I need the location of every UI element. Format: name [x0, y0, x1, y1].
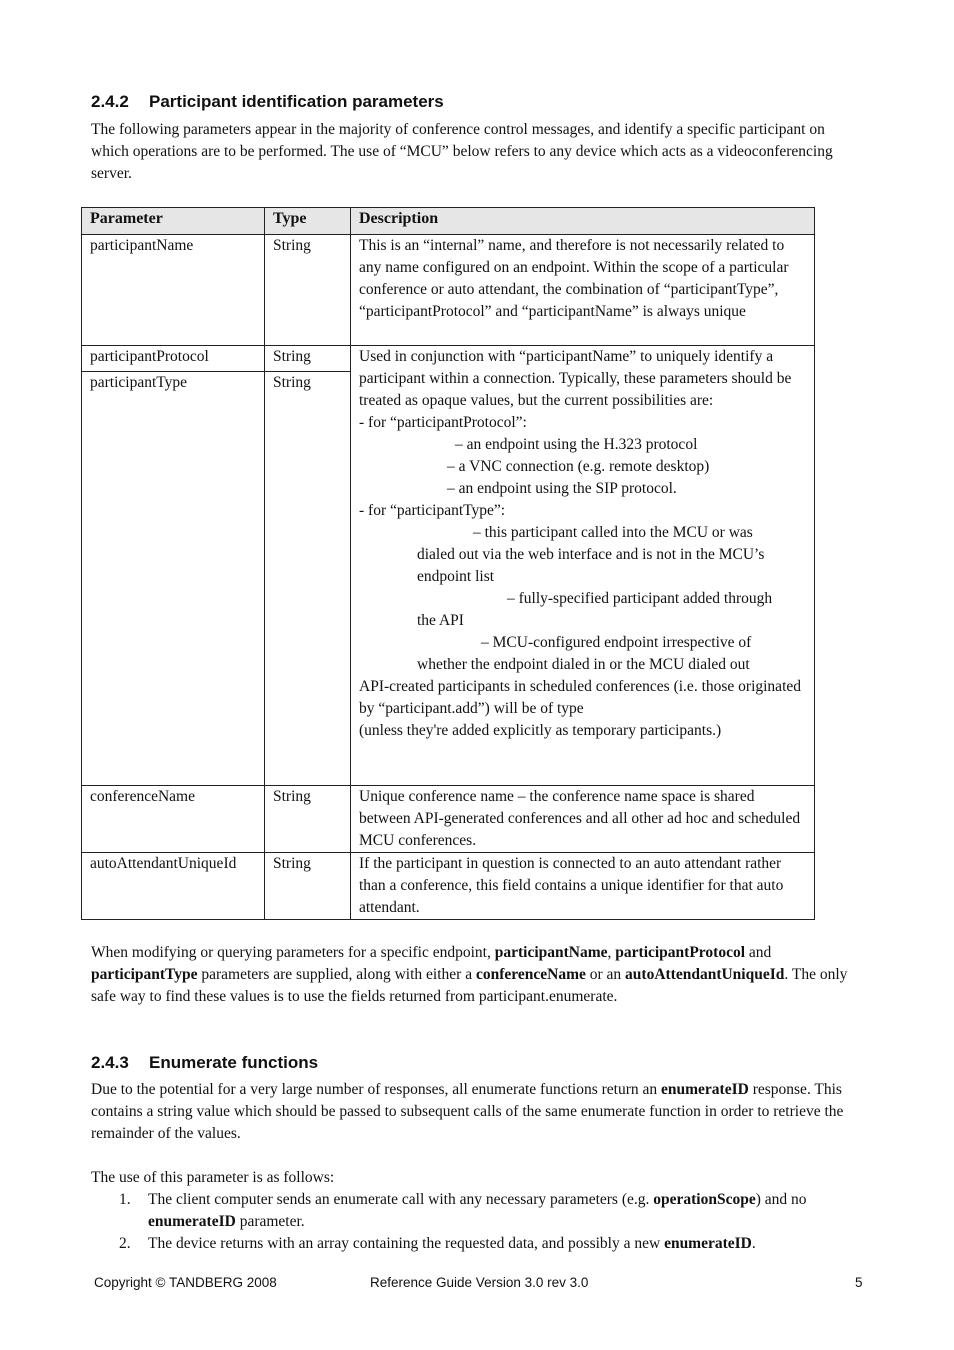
section-title: Enumerate functions — [149, 1053, 319, 1072]
type-prof-line1: – MCU-configured endpoint irrespective of — [481, 634, 752, 651]
text-run: or an — [585, 966, 626, 983]
text-run: and — [745, 944, 772, 961]
type-api-line2: the API — [417, 612, 464, 629]
intro-paragraph: The following parameters appear in the majority of conference control messages, and identify a specific participant on which operations are to be performed. The use of “MCU” below refers to any device which acts as a videoconferencing server. — [91, 121, 833, 182]
text-run: The client computer sends an enumerate call with any necessary parameters (e.g. — [148, 1191, 654, 1208]
protocol-label: - for “participantProtocol”: — [359, 414, 527, 431]
footer-copyright: Copyright © TANDBERG 2008 — [94, 1275, 277, 1290]
section-number: 2.4.2 — [91, 92, 129, 111]
list-item — [91, 1189, 861, 1233]
type-cell: String — [265, 372, 351, 786]
param-cell: autoAttendantUniqueId — [82, 853, 265, 920]
shared-desc-intro: Used in conjunction with “participantName” to uniquely identify a participant within a connection. Typically, these parameters should be treated as opaque values, but the current possibilities are: — [359, 348, 792, 409]
api-note-line2: (unless they're added explicitly as temporary participants.) — [359, 722, 722, 739]
type-api-line1: – fully-specified participant added through — [507, 590, 773, 607]
table-row — [82, 235, 815, 346]
param-cell: participantName — [82, 235, 265, 346]
list-number: 1. — [119, 1191, 131, 1208]
type-cell: String — [265, 786, 351, 853]
section-heading-2-4-2 — [91, 92, 444, 112]
conference-name-bold: conferenceName — [475, 966, 586, 983]
type-adhoc-line1: – this participant called into the MCU or was — [473, 524, 753, 541]
api-note-line1: API-created participants in scheduled conferences (i.e. those originated by “participant.add”) will be of type — [359, 678, 801, 717]
text-run: Due to the potential for a very large number of responses, all enumerate functions return an — [91, 1081, 662, 1098]
type-adhoc-line2: dialed out via the web interface and is not in the MCU’s endpoint list — [417, 546, 765, 585]
section-heading-2-4-3 — [91, 1053, 318, 1073]
type-cell: String — [265, 346, 351, 372]
section-title: Participant identification parameters — [149, 92, 444, 111]
text-run: When modifying or querying parameters for a specific endpoint, — [91, 944, 495, 961]
text-run: ) and no — [755, 1191, 807, 1208]
type-label: - for “participantType”: — [359, 502, 506, 519]
param-cell: participantType — [82, 372, 265, 786]
type-cell: String — [265, 235, 351, 346]
operation-scope-bold: operationScope — [653, 1191, 756, 1208]
param-type-bold: participantType — [91, 966, 198, 983]
list-item — [91, 1233, 861, 1255]
protocol-h323: – an endpoint using the H.323 protocol — [455, 436, 698, 453]
shared-desc-cell — [351, 346, 815, 786]
footer-page-number: 5 — [855, 1275, 863, 1290]
text-run: response. This contains a string value which should be passed to subsequent calls of the same enumerate function in order to retrieve the remainder of the values. — [91, 1081, 844, 1142]
text-run: . — [751, 1235, 756, 1252]
header-parameter: Parameter — [82, 208, 265, 235]
table-row — [82, 786, 815, 853]
type-prof-line2: whether the endpoint dialed in or the MCU dialed out — [417, 656, 750, 673]
type-cell: String — [265, 853, 351, 920]
table-row — [82, 346, 815, 372]
list-number: 2. — [119, 1235, 131, 1252]
text-run: parameter. — [235, 1213, 305, 1230]
text-run: , — [607, 944, 616, 961]
enumerate-paragraph — [91, 1079, 861, 1145]
enumerate-id-bold: enumerateID — [664, 1235, 752, 1252]
enumerate-id-bold: enumerateID — [148, 1213, 236, 1230]
section-number: 2.4.3 — [91, 1053, 129, 1072]
desc-cell: Unique conference name – the conference name space is shared between API-generated conferences and all other ad hoc and scheduled MCU conferences. — [351, 786, 815, 853]
auto-attendant-id-bold: autoAttendantUniqueId — [625, 966, 785, 983]
text-run: . The only safe way to find these values is to use the fields returned from participant.enumerate. — [91, 966, 848, 1005]
desc-cell: If the participant in question is connected to an auto attendant rather than a conference, this field contains a unique identifier for that auto attendant. — [351, 853, 815, 920]
text-run: The device returns with an array containing the requested data, and possibly a new — [148, 1235, 665, 1252]
protocol-vnc: – a VNC connection (e.g. remote desktop) — [447, 458, 710, 475]
header-type: Type — [265, 208, 351, 235]
modify-paragraph — [91, 942, 861, 1008]
param-protocol-bold: participantProtocol — [615, 944, 746, 961]
param-name-bold: participantName — [494, 944, 608, 961]
header-description: Description — [351, 208, 815, 235]
table-header-row — [82, 208, 815, 235]
param-cell: participantProtocol — [82, 346, 265, 372]
enumerate-id-bold: enumerateID — [661, 1081, 749, 1098]
desc-cell: This is an “internal” name, and therefore is not necessarily related to any name configured on an endpoint. Within the scope of a particular conference or auto attendant, the combination of “participantType”, “participantProtocol” and “participantName” is always unique — [351, 235, 815, 346]
usage-list — [91, 1189, 861, 1255]
protocol-sip: – an endpoint using the SIP protocol. — [447, 480, 677, 497]
text-run: parameters are supplied, along with either a — [197, 966, 476, 983]
usage-intro: The use of this parameter is as follows: — [91, 1169, 335, 1186]
parameters-table — [81, 207, 815, 920]
footer-guide-version: Reference Guide Version 3.0 rev 3.0 — [370, 1275, 589, 1290]
table-row — [82, 853, 815, 920]
param-cell: conferenceName — [82, 786, 265, 853]
